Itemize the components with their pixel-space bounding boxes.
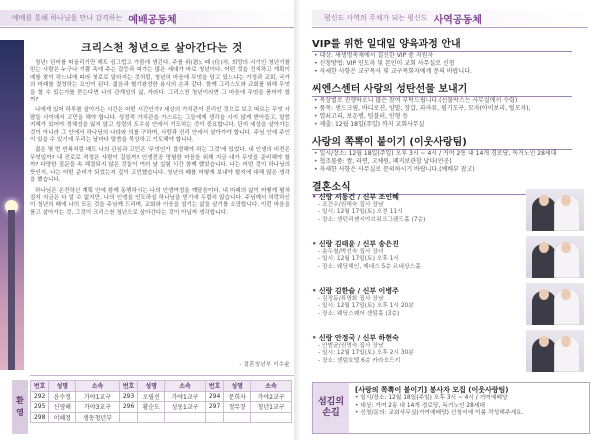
col-header: 성명 — [138, 381, 165, 392]
table-row — [31, 402, 292, 413]
table-cell — [251, 412, 292, 423]
right-header-subtitle: 평신도 사역의 주체가 되는 평신도 — [324, 14, 428, 22]
couple-names: • 신랑 김태윤 / 신부 송은진 — [312, 240, 512, 249]
left-page — [0, 0, 294, 440]
table-cell: 가야1교구 — [165, 391, 206, 402]
center-gift-item: • 열쇠고리, 보온병, 텀블러, 인형 등 — [314, 113, 572, 121]
vip-section — [312, 35, 572, 76]
right-section-header — [312, 10, 594, 26]
share-section — [312, 133, 572, 174]
couple-photo — [526, 189, 584, 231]
wedding-detail: - 장소: 웨딩헤인, 제네스 5층 르네상스홀 — [318, 264, 512, 271]
table-cell: 오필선 — [138, 391, 165, 402]
volunteer-item: • 대상: 거여 2동 내 14개 경로당, 독거노인 28세대 — [355, 403, 585, 411]
col-header: 번호 — [31, 381, 49, 392]
table-cell: 생동청년부 — [76, 412, 120, 423]
center-gift-item: • 목장별로 진행하오니 많은 참여 부탁드립니다.(선물박스는 사무실에서 수령) — [314, 97, 572, 105]
table-cell: 293 — [119, 391, 137, 402]
wedding-detail: - 일시: 12월 17일(토) 오전 11시 — [318, 209, 512, 216]
table-cell: 이혜정 — [49, 412, 76, 423]
welcome-tag-char: 영 — [16, 408, 24, 417]
wedding-entry — [312, 287, 512, 318]
table-cell: 294 — [205, 391, 223, 402]
essay-paragraph: 나에게 있어 하루를 살아가는 시간은 어떤 시간인가? 세상의 가치관이 진리인 것으로 보고 따르는 무엇 사람들 사이에서 고민을 해야 합니다. 성경적 가치관을 가스르는 그들에게 생각을 사지 않게 받아들고, 말씀 지혜가 있어야 정체성을 잃지 않고 성령의 도우심 안에서 기도하는 것이 중요합니다. 단지 세상을 살아가는 것이 아니라 그 안에서 하나님의 나라와 의를 구하며, 사랑과 진리 안에서 살아가야 합니다. 주님 안에 주인이 있을 수 있기에 우리는 날마다 말씀을 묵상하고 기도해야 합니다. — [30, 107, 290, 144]
left-header-title: 예배공동체 — [128, 14, 177, 26]
col-header: 성명 — [224, 381, 251, 392]
center-gift-item: • 품목: 샌드크림, 바디로션, 양말, 장갑, 과자류, 필기도구, 모자(아이보리, 털모자), — [314, 105, 572, 113]
wedding-detail: - 송두철/박선숙 집사 장녀 — [318, 249, 512, 256]
table-cell — [119, 412, 137, 423]
wedding-detail: - 일시: 12월 17일(토) 오후 1시 — [318, 256, 512, 263]
volunteer-content — [355, 386, 585, 418]
col-header: 소속 — [251, 381, 292, 392]
volunteer-item: • 일시/장소: 12월 18일(주일) 오후 3시 ~ 4시 / 거여예배당 — [355, 395, 585, 403]
table-cell: 298 — [31, 412, 49, 423]
vip-title: VIP를 위한 일대일 양육과정 안내 — [312, 35, 572, 52]
essay-paragraph: 청년! 단어를 떠올리기만 해도 심그럽고 가뭄에 생긴다. 주를 위(恩), 때 (位)처, 희망의 시기인 청년기를 믿는 사람은 누구나 기쁨 속에 주는 갈등과 피가는 많은 세대가 바로 청년이다. 어떤 것을 건지하고 게획이 예를 찾이 하느냐에 따라 첫로로 달라지는 것처럼, 청년의 마음에 무엇을 담고 있느냐는 가정과 교회, 국가의 미래를 결정하는 요인이 된다. 젊음과 혈기왕성한 용사의 손과 같다. 함께 그리스도와 교회를 위해 무엇을 할 수 있는가를 묻는다면 나의 관계성의 삶, 자라다. 그리스천 청년이라면 그 마음에 무엇을 품어야 할까? — [30, 60, 290, 104]
table-row — [31, 412, 292, 423]
couple-names: • 신랑 김한슬 / 신부 이병주 — [312, 287, 512, 296]
share-item: • 일시/장소: 12월 18일(주일) 오후 3시 ~ 4시 / 거여 2동 내 14개 경로당, 독거노인 28세대 — [314, 150, 572, 158]
left-section-header — [0, 10, 294, 26]
lighthouse-photo-strip — [0, 40, 24, 370]
right-header-rule — [312, 27, 588, 28]
wedding-detail: - 조건수/권해숙 집사 장남 — [318, 202, 512, 209]
volunteer-tag — [313, 383, 349, 433]
table-cell: 윤수정 — [49, 391, 76, 402]
table-cell: 가야2교구 — [251, 391, 292, 402]
volunteer-item: • 신청/문의: 교회사무실(거여예배당) 신청서에 이름 작성해주세요. — [355, 410, 585, 418]
table-cell: 295 — [31, 402, 49, 413]
table-cell: 가야3교구 — [76, 402, 120, 413]
couple-names: • 신랑 서동건 / 신부 조인혜 — [312, 193, 512, 202]
wedding-title: 결혼소식 — [312, 178, 572, 195]
col-header: 성명 — [49, 381, 76, 392]
volunteer-notice-box — [312, 382, 590, 434]
essay-paragraph: 하나님은 온전하신 계획 안에 함께 동행하시는 나의 인생여정을 깨달음이다. 내 미래의 삶이 어떻게 펼쳐질지 지금은 다 알 수 없지만, 나의 인생을 인도하실 하나님을 믿기에 두렵지 않습니다. 주님께서 허락하신 이 청년의 때에 나의 모든 것을 주님께 드리며, 교회와 이웃을 섬기는 삶을 살기를 소망합니다. 이런 마음을 품고 살아가는 것, 그것이 크리스천 청년으로 살아간다는 것이 아닐까 생각합니다. — [30, 187, 290, 216]
right-header-title: 사역공동체 — [433, 14, 482, 26]
couple-photo — [526, 330, 584, 372]
vip-item: • 대상: 새생명축제에서 결신한 VIP 중 지원자 — [314, 52, 572, 60]
essay-title: 크리스천 청년으로 살아간다는 것 — [81, 42, 243, 54]
wedding-detail: - 안범균/권명숙 집사 장남 — [318, 343, 512, 350]
table-cell: 청년1교구 — [251, 402, 292, 413]
table-cell: 정무장 — [224, 402, 251, 413]
welcome-tag-char: 환 — [16, 396, 24, 405]
welcome-table-header — [31, 381, 292, 392]
table-cell — [165, 412, 206, 423]
couple-names: • 신랑 안정국 / 신부 하현숙 — [312, 334, 512, 343]
essay-signature: - 결혼청년부 이수윤 — [239, 362, 290, 368]
center-gift-item: • 제출: 12월 18일(주일) 까지 교회사무실 — [314, 121, 572, 129]
table-cell: 297 — [205, 402, 223, 413]
couple-photo — [526, 236, 584, 278]
essay-divider — [30, 375, 294, 376]
table-cell: 가야1교구 — [76, 391, 120, 402]
wedding-detail: - 장소: 센텀호텔 6층 카라오드키 — [318, 358, 512, 365]
welcome-table — [30, 380, 292, 423]
table-cell: 292 — [31, 391, 49, 402]
vip-item: • 자세한 사항은 교구목사 및 교구목회자에게 문의 바랍니다. — [314, 68, 572, 76]
col-header: 소속 — [165, 381, 206, 392]
wedding-detail: - 일시: 12월 17일(토) 오후 1시 20분 — [318, 303, 512, 310]
wedding-detail: - 장소: 센턴리젠시아브워크그랜드홀 (7층) — [318, 217, 512, 224]
center-gift-title: 씨엔스센터 사랑의 성탄선물 보내기 — [312, 80, 572, 97]
wedding-detail: - 장소: 웨딩스퀘어 센텀홀 (3층) — [318, 311, 512, 318]
lighthouse-icon — [8, 210, 15, 370]
share-item: • 협조물품: 쌀, 라면, 고체원, 폐지보관할 날다(인공) — [314, 158, 572, 166]
volunteer-tag-line: 섬김의 — [317, 397, 345, 407]
volunteer-tag-line: 손길 — [322, 408, 340, 418]
table-cell — [224, 412, 251, 423]
wedding-entry — [312, 334, 512, 365]
wedding-entry — [312, 240, 512, 271]
wedding-detail: - 일시: 12월 17일(토) 오후 2시 30분 — [318, 350, 512, 357]
table-row — [31, 391, 292, 402]
col-header: 번호 — [119, 381, 137, 392]
wedding-entry — [312, 193, 512, 224]
right-page — [300, 0, 600, 440]
left-header-rule — [0, 27, 294, 28]
wedding-detail: - 김정동/류명화 집사 장남 — [318, 296, 512, 303]
welcome-tag — [12, 380, 28, 434]
share-item: • 자세한 사항은 사무실로 문의하시기 바랍니다.(예배부 참고) — [314, 166, 572, 174]
table-cell — [205, 412, 223, 423]
essay-paragraph: 젊은 몇 번 반복처럼 매도 나의 관심과 고민은 '무엇인가 결정해야 하는 그것'에 있었다. 내 인생의 비전은 무엇일까? 내 진로로 적정은 사람이 길일까? 인생전공 영험한 마음을 위해 지금 내가 무엇을 준비해야 할까? 다양한 질문들 속 해결되지 않은 것들이 여러 날 실험 시간 함께 했었습니다. 나는 어떤 것이 하나님의 뜻인지, 나는 어떤 준비가 되었는지 깊이 고민했습니다. 청년의 때를 어떻게 보내야 할지에 대해 많은 생각을 했습니다. — [30, 147, 290, 184]
table-cell: 296 — [119, 402, 137, 413]
table-cell: 황순도 — [138, 402, 165, 413]
table-cell — [138, 412, 165, 423]
table-cell: 신영해 — [49, 402, 76, 413]
table-cell: 문희자 — [224, 391, 251, 402]
volunteer-title: [사랑의 쪽뽁이 붙이기] 봉사자 모집 (이웃사랑팀) — [355, 386, 509, 394]
couple-photo — [526, 283, 584, 325]
col-header: 번호 — [205, 381, 223, 392]
table-cell: 성동1교구 — [165, 402, 206, 413]
col-header: 소속 — [76, 381, 120, 392]
left-header-subtitle: 예배를 통해 하나님을 만나 감격하는 — [12, 14, 123, 22]
center-gift-section — [312, 80, 572, 129]
vip-item: • 신청방법: VIP 인도자 및 본인이 교회 사무실로 신청 — [314, 60, 572, 68]
share-title: 사랑의 쪽뽁이 붙이기 (이웃사랑팀) — [312, 133, 572, 150]
essay-body — [30, 60, 290, 372]
